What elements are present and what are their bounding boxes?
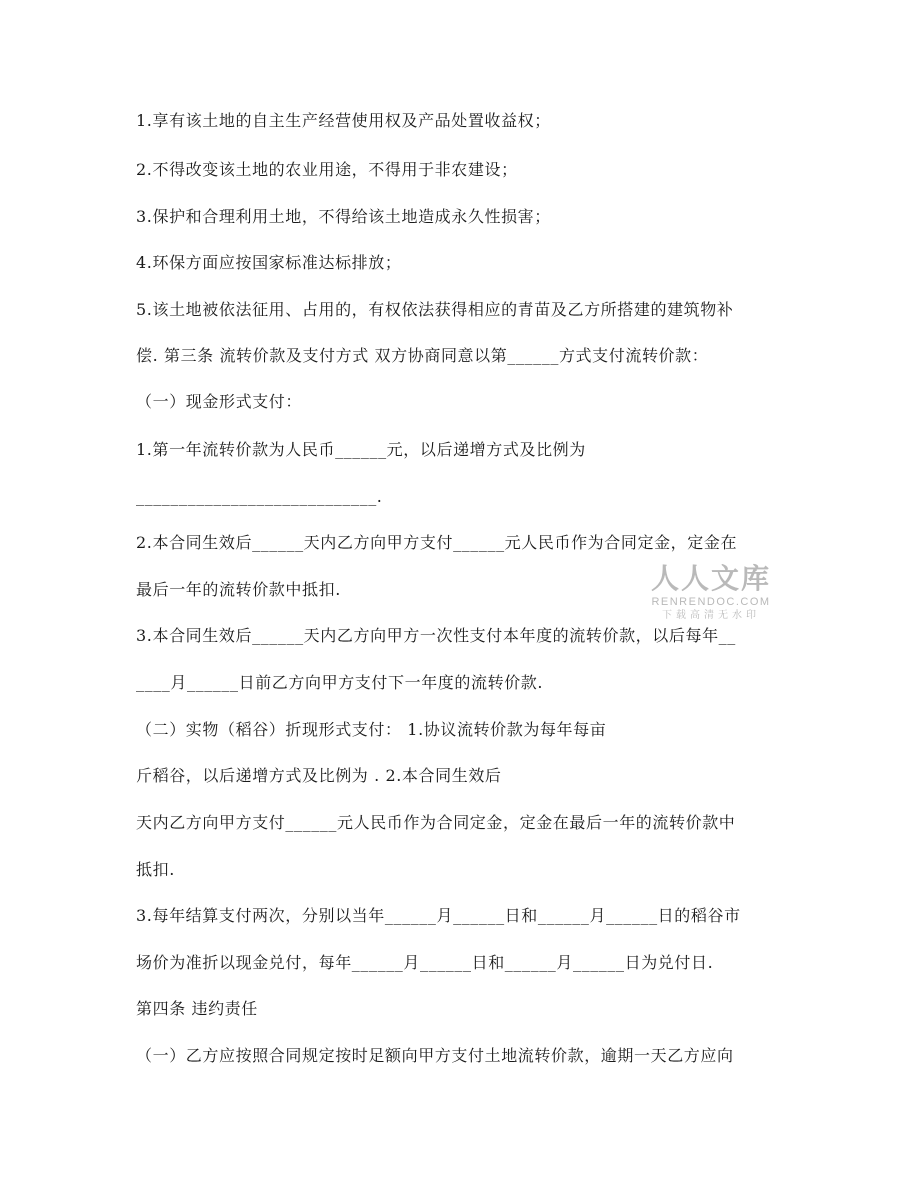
text-line: 1.第一年流转价款为人民币______元，以后递增方式及比例为 [136,440,586,459]
text-line: 偿. 第三条 流转价款及支付方式 双方协商同意以第______方式支付流转价款： [136,346,709,365]
watermark-tagline: 下载高清无水印 [662,610,760,621]
section-heading: （一）现金形式支付： [136,392,303,411]
text-line: ____________________________. [136,487,383,506]
section-heading: （二）实物（稻谷）折现形式支付： 1.协议流转价款为每年每亩 [136,720,607,739]
text-line: 最后一年的流转价款中抵扣. [136,580,341,599]
text-line: 3.本合同生效后______天内乙方向甲方一次性支付本年度的流转价款，以后每年__ [136,626,736,645]
text-line: （一）乙方应按照合同规定按时足额向甲方支付土地流转价款，逾期一天乙方应向 [136,1046,734,1065]
text-line: 斤稻谷，以后递增方式及比例为 . 2.本合同生效后 [136,766,502,785]
text-line: 场价为准折以现金兑付，每年______月______日和______月______日为兑付日. [136,953,714,972]
text-line: ____月______日前乙方向甲方支付下一年度的流转价款. [136,673,544,692]
text-line: 5.该土地被依法征用、占用的，有权依法获得相应的青苗及乙方所搭建的建筑物补 [136,300,734,319]
text-line: 3.每年结算支付两次，分别以当年______月______日和______月______日的稻谷市 [136,906,741,925]
watermark-site: RENRENDOC.COM [651,596,771,608]
text-line: 抵扣. [136,860,175,879]
text-line: 2.本合同生效后______天内乙方向甲方支付______元人民币作为合同定金，定金在 [136,533,738,552]
text-line: 天内乙方向甲方支付______元人民币作为合同定金，定金在最后一年的流转价款中 [136,813,736,832]
text-line: 3.保护和合理利用土地，不得给该土地造成永久性损害； [136,207,551,226]
article-heading: 第四条 违约责任 [136,999,258,1018]
text-line: 1.享有该土地的自主生产经营使用权及产品处置收益权； [136,111,551,130]
text-line: 4.环保方面应按国家标准达标排放； [136,253,402,272]
watermark-title: 人人文库 [650,562,771,595]
text-line: 2.不得改变该土地的农业用途，不得用于非农建设； [136,160,518,179]
watermark [636,562,786,622]
